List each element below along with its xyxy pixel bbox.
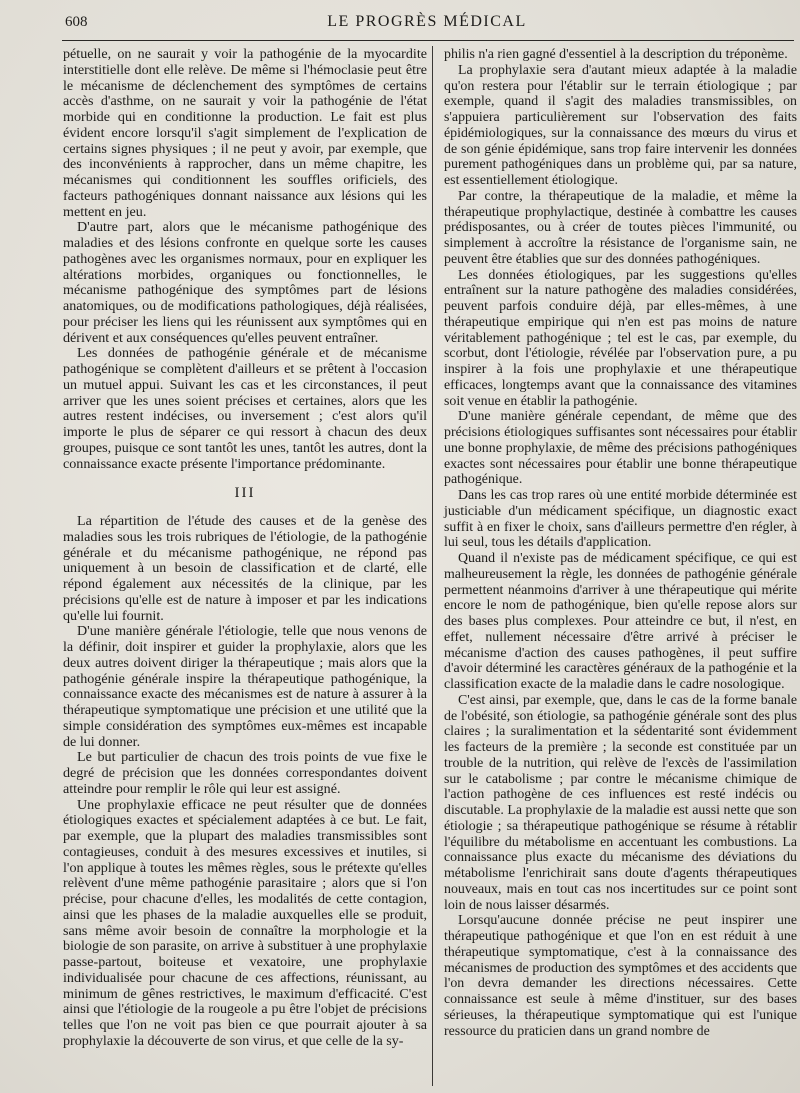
page-number: 608 [65, 14, 88, 30]
paragraph: Dans les cas trop rares où une entité morbide déterminée est justiciable d'un médicament spécifique, un diagnostic exact suffit à en fixer le choix, sans d'ailleurs permettre d'en régler, à lui seul, tous les détails d'application. [444, 488, 797, 551]
right-column [444, 47, 797, 1039]
column-divider [432, 46, 433, 1086]
paragraph: D'autre part, alors que le mécanisme pathogénique des maladies et des lésions confronte en quelque sorte les causes pathogènes avec les organismes normaux, pour en expliquer les altérations morbides, organiques ou fonctionnelles, le mécanisme pathogénique des symptômes part de lésions anatomiques, ou de modifications pathologiques, déjà réalisées, pour préciser les liens qui les réunissent aux symptômes qui en dérivent et aux conséquences qu'elles peuvent entraîner. [63, 219, 427, 346]
paragraph: Le but particulier de chacun des trois points de vue fixe le degré de précision que les données correspondantes doivent atteindre pour remplir le rôle qui leur est assigné. [63, 749, 427, 797]
paragraph: Par contre, la thérapeutique de la maladie, et même la thérapeutique prophylactique, destinée à combattre les causes prédisposantes, ou à créer de toutes pièces l'immunité, ou simplement à accroître la résistance de l'organisme sain, ne peuvent être établies que sur des données pathogéniques. [444, 188, 797, 267]
paragraph: La prophylaxie sera d'autant mieux adaptée à la maladie qu'on restera pour l'établir sur le terrain étiologique ; par exemple, quand il s'agit des maladies transmissibles, on s'appuiera particulièrement sur l'observation des faits épidémiologiques, sur la connaissance des mœurs du virus et de son génie épidémique, sans trop faire intervenir les données purement pathogéniques dans un problème qui, par sa nature, est essentiellement étiologique. [444, 62, 797, 188]
paragraph: Les données étiologiques, par les suggestions qu'elles entraînent sur la nature pathogène des maladies considérées, peuvent parfois conduire déjà, par elles-mêmes, à une thérapeutique empirique qui n'en est pas moins de nature véritablement pathogénique ; tel est le cas, par exemple, du scorbut, dont l'étiologie, révélée par l'observation pure, a pu inspirer à la fois une prophylaxie et une thérapeutique efficaces, longtemps avant que la connaissance des vitamines soit venue en établir la pathogénie. [444, 267, 797, 409]
paragraph: Une prophylaxie efficace ne peut résulter que de données étiologiques exactes et spécialement adaptées à ce but. Le fait, par exemple, que la plupart des maladies transmissibles sont contagieuses, conduit à des mesures excessives et inutiles, si l'on applique à toutes les mêmes règles, sous le prétexte qu'elles relèvent d'une même pathogénie parasitaire ; alors que si l'on précise, pour chacune d'elles, les modalités de cette contagion, ainsi que les phases de la maladie auxquelles elle se produit, sans même avoir besoin de connaître la morphologie et la biologie de son parasite, on arrive à substituer à une prophylaxie passe-partout, boiteuse et vexatoire, une prophylaxie individualisée pour chacune de ces affections, réunissant, au minimum de gênes restrictives, le maximum d'efficacité. C'est ainsi que l'étiologie de la rougeole a pu être l'objet de précisions telles que l'on ne voit pas bien ce que pourrait ajouter à sa prophylaxie la découverte de son virus, et que celle de la sy- [63, 796, 427, 1049]
paragraph: D'une manière générale l'étiologie, telle que nous venons de la définir, doit inspirer et guider la prophylaxie, alors que les deux autres doivent diriger la thérapeutique ; mais alors que la pathogénie générale inspire la thérapeutique pathogénique, la connaissance exacte des mécanismes est de nature à assurer à la thérapeutique symptomatique une précision et une utilité que la simple considération des symptômes eux-mêmes est incapable de lui donner. [63, 623, 427, 750]
running-title: LE PROGRÈS MÉDICAL [327, 13, 527, 30]
paragraph: C'est ainsi, par exemple, que, dans le cas de la forme banale de l'obésité, son étiologie, sa pathogénie générale sont des plus claires ; la suralimentation et la sédentarité sont évidemment les facteurs de la première ; la seconde est constituée par un trouble de la nutrition, qui relève de l'excès de l'assimilation sur le catabolisme ; par contre le mécanisme chimique de l'action pathogène de ces influences est resté indécis ou discutable. La prophylaxie de la maladie est aussi nette que son étiologie ; sa thérapeutique pathogénique se résume à rétablir l'équilibre du métabolisme en accentuant les combustions. La connaissance plus exacte du mécanisme des déviations du métabolisme l'enrichirait sans doute d'agents thérapeutiques nouveaux, mais en tout cas nos incertitudes sur ce point sont loin de nous laisser désarmés. [444, 692, 797, 913]
left-column [63, 47, 427, 1050]
paragraph: philis n'a rien gagné d'essentiel à la description du tréponème. [444, 47, 788, 62]
paragraph: Les données de pathogénie générale et de mécanisme pathogénique se complètent d'ailleurs et se prêtent à l'occasion un mutuel appui. Suivant les cas et les circonstances, il peut arriver que les unes soient précises et certaines, alors que les autres restent indécises, ou inversement ; c'est alors qu'il importe le plus de séparer ce qui ressort à chacun des deux groupes, puisque ce sont tantôt les unes, tantôt les autres, dont la connaissance exacte présente l'importance prédominante. [63, 345, 428, 472]
section-heading: III [234, 485, 256, 502]
paragraph: pétuelle, on ne saurait y voir la pathogénie de la myocardite interstitielle dont elle relève. De même si l'hémoclasie peut être le mécanisme de déclenchement des symptômes de certains accès d'asthme, on ne saurait y voir la pathogénie de l'état morbide qui en conditionne la production. Le fait est plus évident encore lorsqu'il s'agit simplement de l'explication de certains signes physiques ; il ne peut y avoir, par exemple, que des inconvénients à rapprocher, dans un même chapitre, les mécanismes qui conditionnent les souffles orificiels, des facteurs pathogéniques donnant naissance aux lésions qui les mettent en jeu. [63, 46, 427, 220]
paragraph: Lorsqu'aucune donnée précise ne peut inspirer une thérapeutique pathogénique et que l'on en est réduit à une thérapeutique symptomatique, c'est à la connaissance des mécanismes de production des symptômes et des accidents que l'on devra demander les directions nécessaires. Cette connaissance est seule à même d'instituer, sur des bases sérieuses, la thérapeutique symptomatique qui est l'unique ressource du praticien dans un grand nombre de [444, 913, 797, 1039]
paragraph: Quand il n'existe pas de médicament spécifique, ce qui est malheureusement la règle, les données de pathogénie générale permettent néanmoins d'arriver à une thérapeutique qui mérite encore le nom de pathogénique, bien qu'elle repose alors sur des bases plus complexes. Pour atteindre ce but, il n'est, en effet, nullement nécessaire d'être arrivé à préciser le mécanisme d'action des causes pathogènes, il peut suffire d'avoir déterminé les caractères généraux de la pathogénie et la classification exacte de la maladie dans le cadre nosologique. [444, 551, 797, 692]
paragraph: D'une manière générale cependant, de même que des précisions étiologiques suffisantes sont nécessaires pour établir une bonne prophylaxie, de même des précisions pathogéniques exactes sont nécessaires pour établir une bonne thérapeutique pathogénique. [444, 409, 797, 488]
page-header [62, 12, 792, 34]
header-rule [62, 40, 794, 41]
paragraph: La répartition de l'étude des causes et de la genèse des maladies sous les trois rubriques de l'étiologie, de la pathogénie générale et du mécanisme pathogénique, ne répond pas uniquement à un besoin de classification et de clarté, elle répond également aux nécessités de la clinique, par les précisions qu'elle est de nature à imposer et par les indications qu'elle lui fournit. [63, 513, 427, 624]
